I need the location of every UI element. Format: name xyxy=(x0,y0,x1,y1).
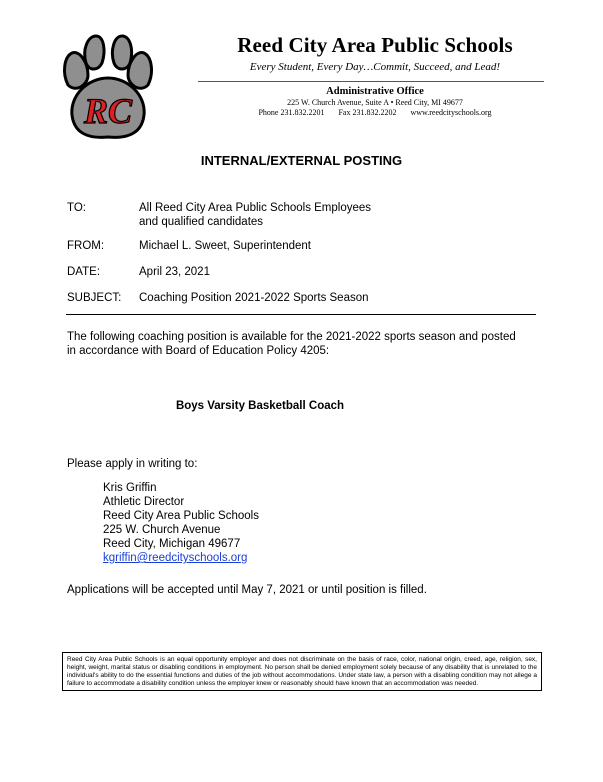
apply-instruction: Please apply in writing to: xyxy=(67,458,198,470)
from-value: Michael L. Sweet, Superintendent xyxy=(139,240,311,252)
office-contact-line xyxy=(195,108,555,118)
office-address: 225 W. Church Avenue, Suite A • Reed City, MI 49677 xyxy=(287,98,463,107)
date-label: DATE: xyxy=(67,266,101,278)
office-website[interactable]: www.reedcityschools.org xyxy=(410,108,492,117)
memo-divider xyxy=(66,314,536,315)
from-label: FROM: xyxy=(67,240,105,252)
subject-value: Coaching Position 2021-2022 Sports Season xyxy=(139,292,369,304)
office-phone: Phone 231.832.2201 xyxy=(258,108,325,117)
contact-org: Reed City Area Public Schools xyxy=(103,510,259,522)
office-title: Administrative Office xyxy=(326,86,424,97)
contact-city: Reed City, Michigan 49677 xyxy=(103,538,241,550)
contact-title: Athletic Director xyxy=(103,496,185,508)
eeo-disclaimer: Reed City Area Public Schools is an equal opportunity employer and does not discriminate on the basis of race, color, national origin, creed, age, religion, sex, height, weight, marital status or disabling conditions in employment. No person shall be denied employment solely because of any disability that is unrelated to the individual's ability to do the essential functions and duties of the job without accommodations. Under state law, a person with a disabling condition may not allege a failure to accommodate a disability condition unless the employer knew or reasonably should have known that an accommodation was needed. xyxy=(62,652,542,691)
contact-email-link[interactable]: kgriffin@reedcityschools.org xyxy=(103,552,248,564)
letterhead-divider xyxy=(198,81,544,82)
intro-line-2: in accordance with Board of Education Policy 4205: xyxy=(67,345,330,357)
intro-line-1: The following coaching position is available for the 2021-2022 sports season and posted xyxy=(67,331,516,343)
to-label: TO: xyxy=(67,202,86,214)
contact-name: Kris Griffin xyxy=(103,482,157,494)
paw-logo-icon xyxy=(58,33,158,143)
contact-street: 225 W. Church Avenue xyxy=(103,524,221,536)
to-value-line1: All Reed City Area Public Schools Employees xyxy=(139,202,372,214)
school-name: Reed City Area Public Schools xyxy=(237,33,513,57)
posting-title: INTERNAL/EXTERNAL POSTING xyxy=(200,153,403,168)
contact-block xyxy=(103,481,259,565)
date-value: April 23, 2021 xyxy=(139,266,210,278)
subject-label: SUBJECT: xyxy=(67,292,122,304)
to-value-line2: and qualified candidates xyxy=(139,216,264,228)
logo-text: RC xyxy=(83,91,133,131)
deadline-text: Applications will be accepted until May 7, 2021 or until position is filled. xyxy=(67,584,427,596)
position-title: Boys Varsity Basketball Coach xyxy=(175,400,345,412)
tagline: Every Student, Every Day…Commit, Succeed, and Lead! xyxy=(249,61,501,73)
office-fax: Fax 231.832.2202 xyxy=(338,108,397,117)
